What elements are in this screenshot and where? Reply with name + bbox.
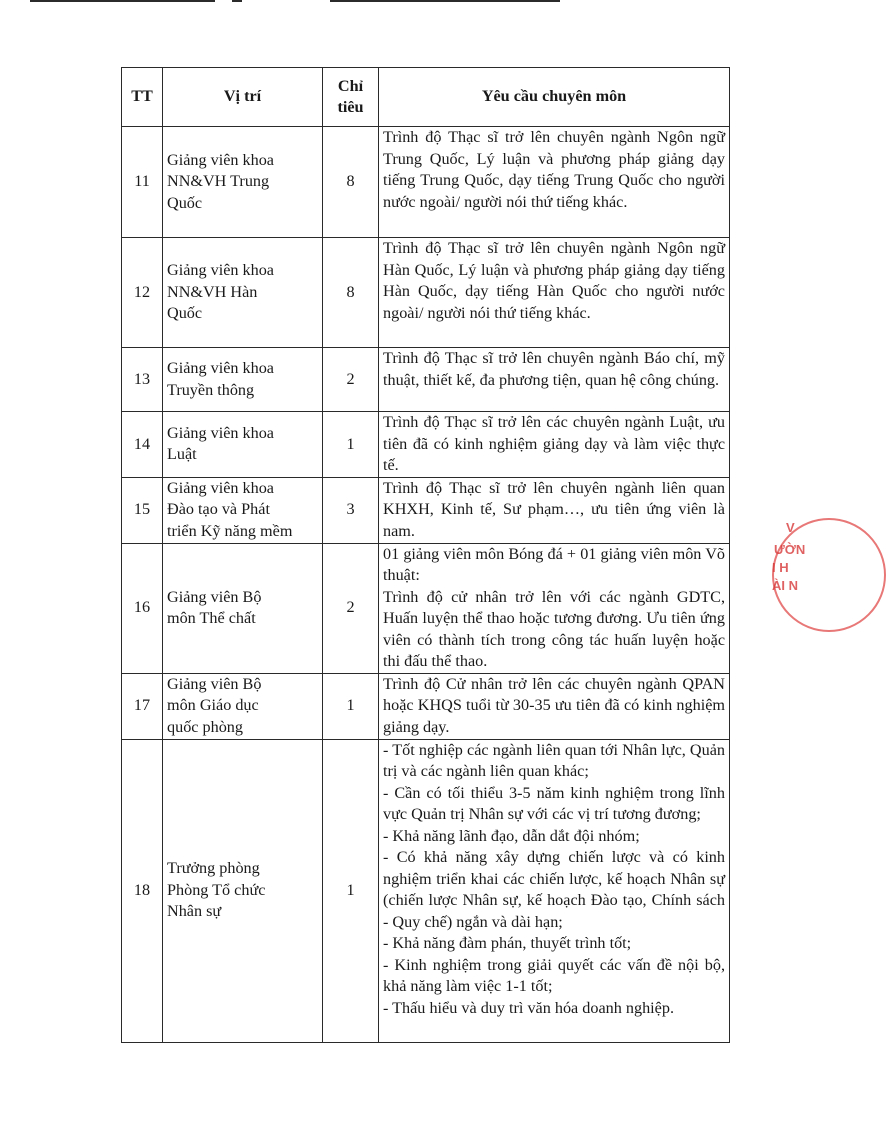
stamp-text: V (786, 520, 795, 535)
position-line: NN&VH Hàn (167, 282, 258, 301)
row-number: 14 (122, 412, 163, 478)
requirement-line: Trình độ Thạc sĩ trở lên chuyên ngành liên quan KHXH, Kinh tế, Sư phạm…, ưu tiên ứng viên là nam. (383, 478, 725, 540)
position-line: Truyền thông (167, 380, 255, 399)
table-row (122, 543, 730, 673)
quota-cell: 8 (323, 127, 379, 238)
position-cell (163, 477, 323, 543)
position-line: Giảng viên khoa (167, 478, 274, 497)
recruitment-table (121, 67, 730, 1043)
position-line: Giảng viên khoa (167, 261, 274, 280)
requirement-line: Trình độ Thạc sĩ trở lên chuyên ngành Báo chí, mỹ thuật, thiết kế, đa phương tiện, quan hệ công chúng. (383, 349, 725, 389)
row-number: 11 (122, 127, 163, 238)
table-row (122, 477, 730, 543)
top-border-line-left (30, 0, 215, 2)
position-line: Đào tạo và Phát (167, 500, 270, 519)
table-row (122, 127, 730, 238)
requirement-line: - Có khả năng xây dựng chiến lược và có kinh nghiệm triển khai các chiến lược, kế hoạch Nhân sự (chiến lược Nhân sự, kế hoạch Đào tạo, Chính sách - Quy chế) ngắn và dài hạn; (383, 848, 725, 931)
position-line: Nhân sự (167, 902, 222, 921)
position-line: Giảng viên khoa (167, 359, 274, 377)
top-border-line-mid (232, 0, 242, 2)
position-line: triển Kỹ năng mềm (167, 521, 293, 540)
requirement-line: - Khả năng đàm phán, thuyết trình tốt; (383, 934, 632, 952)
requirement-line: Trình độ Thạc sĩ trở lên chuyên ngành Ngôn ngữ Trung Quốc, Lý luận và phương pháp giảng dạy tiếng Trung Quốc, dạy tiếng Trung Quốc cho người nước ngoài/ người nói thứ tiếng khác. (383, 128, 725, 211)
requirements-cell (379, 127, 730, 238)
position-cell (163, 739, 323, 1042)
position-line: Trưởng phòng (167, 859, 260, 878)
position-line: Giảng viên khoa (167, 150, 274, 169)
row-number: 15 (122, 477, 163, 543)
quota-cell: 8 (323, 238, 379, 348)
red-stamp-seal (772, 518, 806, 598)
row-number: 13 (122, 348, 163, 412)
position-cell (163, 412, 323, 478)
position-line: môn Giáo dục (167, 696, 259, 715)
position-line: Giảng viên Bộ (167, 587, 262, 606)
table-row (122, 348, 730, 412)
stamp-ring (772, 518, 886, 632)
requirement-line: - Thấu hiểu và duy trì văn hóa doanh nghiệp. (383, 998, 675, 1017)
header-quota: Chỉ tiêu (323, 68, 379, 127)
requirement-line: Trình độ Cử nhân trở lên các chuyên ngành QPAN hoặc KHQS tuổi từ 30-35 ưu tiên đã có kinh nghiệm giảng dạy. (383, 674, 725, 736)
position-cell (163, 673, 323, 739)
header-requirements: Yêu cầu chuyên môn (379, 68, 730, 127)
requirements-cell (379, 412, 730, 478)
quota-cell: 1 (323, 739, 379, 1042)
position-cell (163, 543, 323, 673)
table-row (122, 238, 730, 348)
requirements-cell (379, 739, 730, 1042)
position-line: môn Thể chất (167, 609, 256, 627)
requirement-line: Trình độ cử nhân trở lên với các ngành GDTC, Huấn luyện thể thao hoặc tương đương. Ưu tiên ứng viên có thành tích trong công tác huấn luyện hoặc thi đấu thể thao. (383, 587, 725, 670)
table-row (122, 673, 730, 739)
stamp-text: I H (772, 560, 789, 575)
row-number: 17 (122, 673, 163, 739)
quota-cell: 2 (323, 543, 379, 673)
table-row (122, 412, 730, 478)
row-number: 12 (122, 238, 163, 348)
table-body (122, 127, 730, 1043)
position-line: Giảng viên khoa (167, 423, 274, 442)
requirements-cell (379, 477, 730, 543)
position-line: Phòng Tổ chức (167, 880, 266, 899)
header-tt: TT (122, 68, 163, 127)
requirement-line: - Cần có tối thiểu 3-5 năm kinh nghiệm trong lĩnh vực Quản trị Nhân sự với các vị trí tương đương; (383, 783, 725, 823)
position-line: Luật (167, 445, 197, 464)
position-cell (163, 348, 323, 412)
position-line: quốc phòng (167, 717, 243, 736)
top-border-line-right (330, 0, 560, 2)
requirements-cell (379, 543, 730, 673)
position-cell (163, 238, 323, 348)
requirement-line: Trình độ Thạc sĩ trở lên chuyên ngành Ngôn ngữ Hàn Quốc, Lý luận và phương pháp giảng dạy tiếng Hàn Quốc, dạy tiếng Hàn Quốc cho người nước ngoài/ người nói thứ tiếng khác. (383, 239, 725, 322)
header-position: Vị trí (163, 68, 323, 127)
quota-cell: 3 (323, 477, 379, 543)
position-line: Quốc (167, 304, 203, 323)
requirement-line: - Khả năng lãnh đạo, dẫn dắt đội nhóm; (383, 826, 640, 845)
row-number: 16 (122, 543, 163, 673)
position-cell (163, 127, 323, 238)
requirement-line: 01 giảng viên môn Bóng đá + 01 giảng viên môn Võ thuật: (383, 544, 725, 584)
requirements-cell (379, 673, 730, 739)
position-line: NN&VH Trung (167, 172, 270, 191)
requirement-line: Trình độ Thạc sĩ trở lên các chuyên ngành Luật, ưu tiên đã có kinh nghiệm giảng dạy và làm việc thực tế. (383, 413, 725, 474)
table-header-row (122, 68, 730, 127)
requirements-cell (379, 238, 730, 348)
stamp-text: ƯỜN (774, 542, 806, 557)
quota-cell: 1 (323, 673, 379, 739)
requirement-line: - Tốt nghiệp các ngành liên quan tới Nhân lực, Quản trị và các ngành liên quan khác; (383, 740, 725, 780)
stamp-text: ÀI N (772, 578, 798, 593)
requirements-cell (379, 348, 730, 412)
position-line: Quốc (167, 193, 203, 212)
quota-cell: 2 (323, 348, 379, 412)
row-number: 18 (122, 739, 163, 1042)
position-line: Giảng viên Bộ (167, 674, 262, 693)
table-row (122, 739, 730, 1042)
quota-cell: 1 (323, 412, 379, 478)
requirement-line: - Kinh nghiệm trong giải quyết các vấn đề nội bộ, khả năng làm việc 1-1 tốt; (383, 955, 725, 995)
